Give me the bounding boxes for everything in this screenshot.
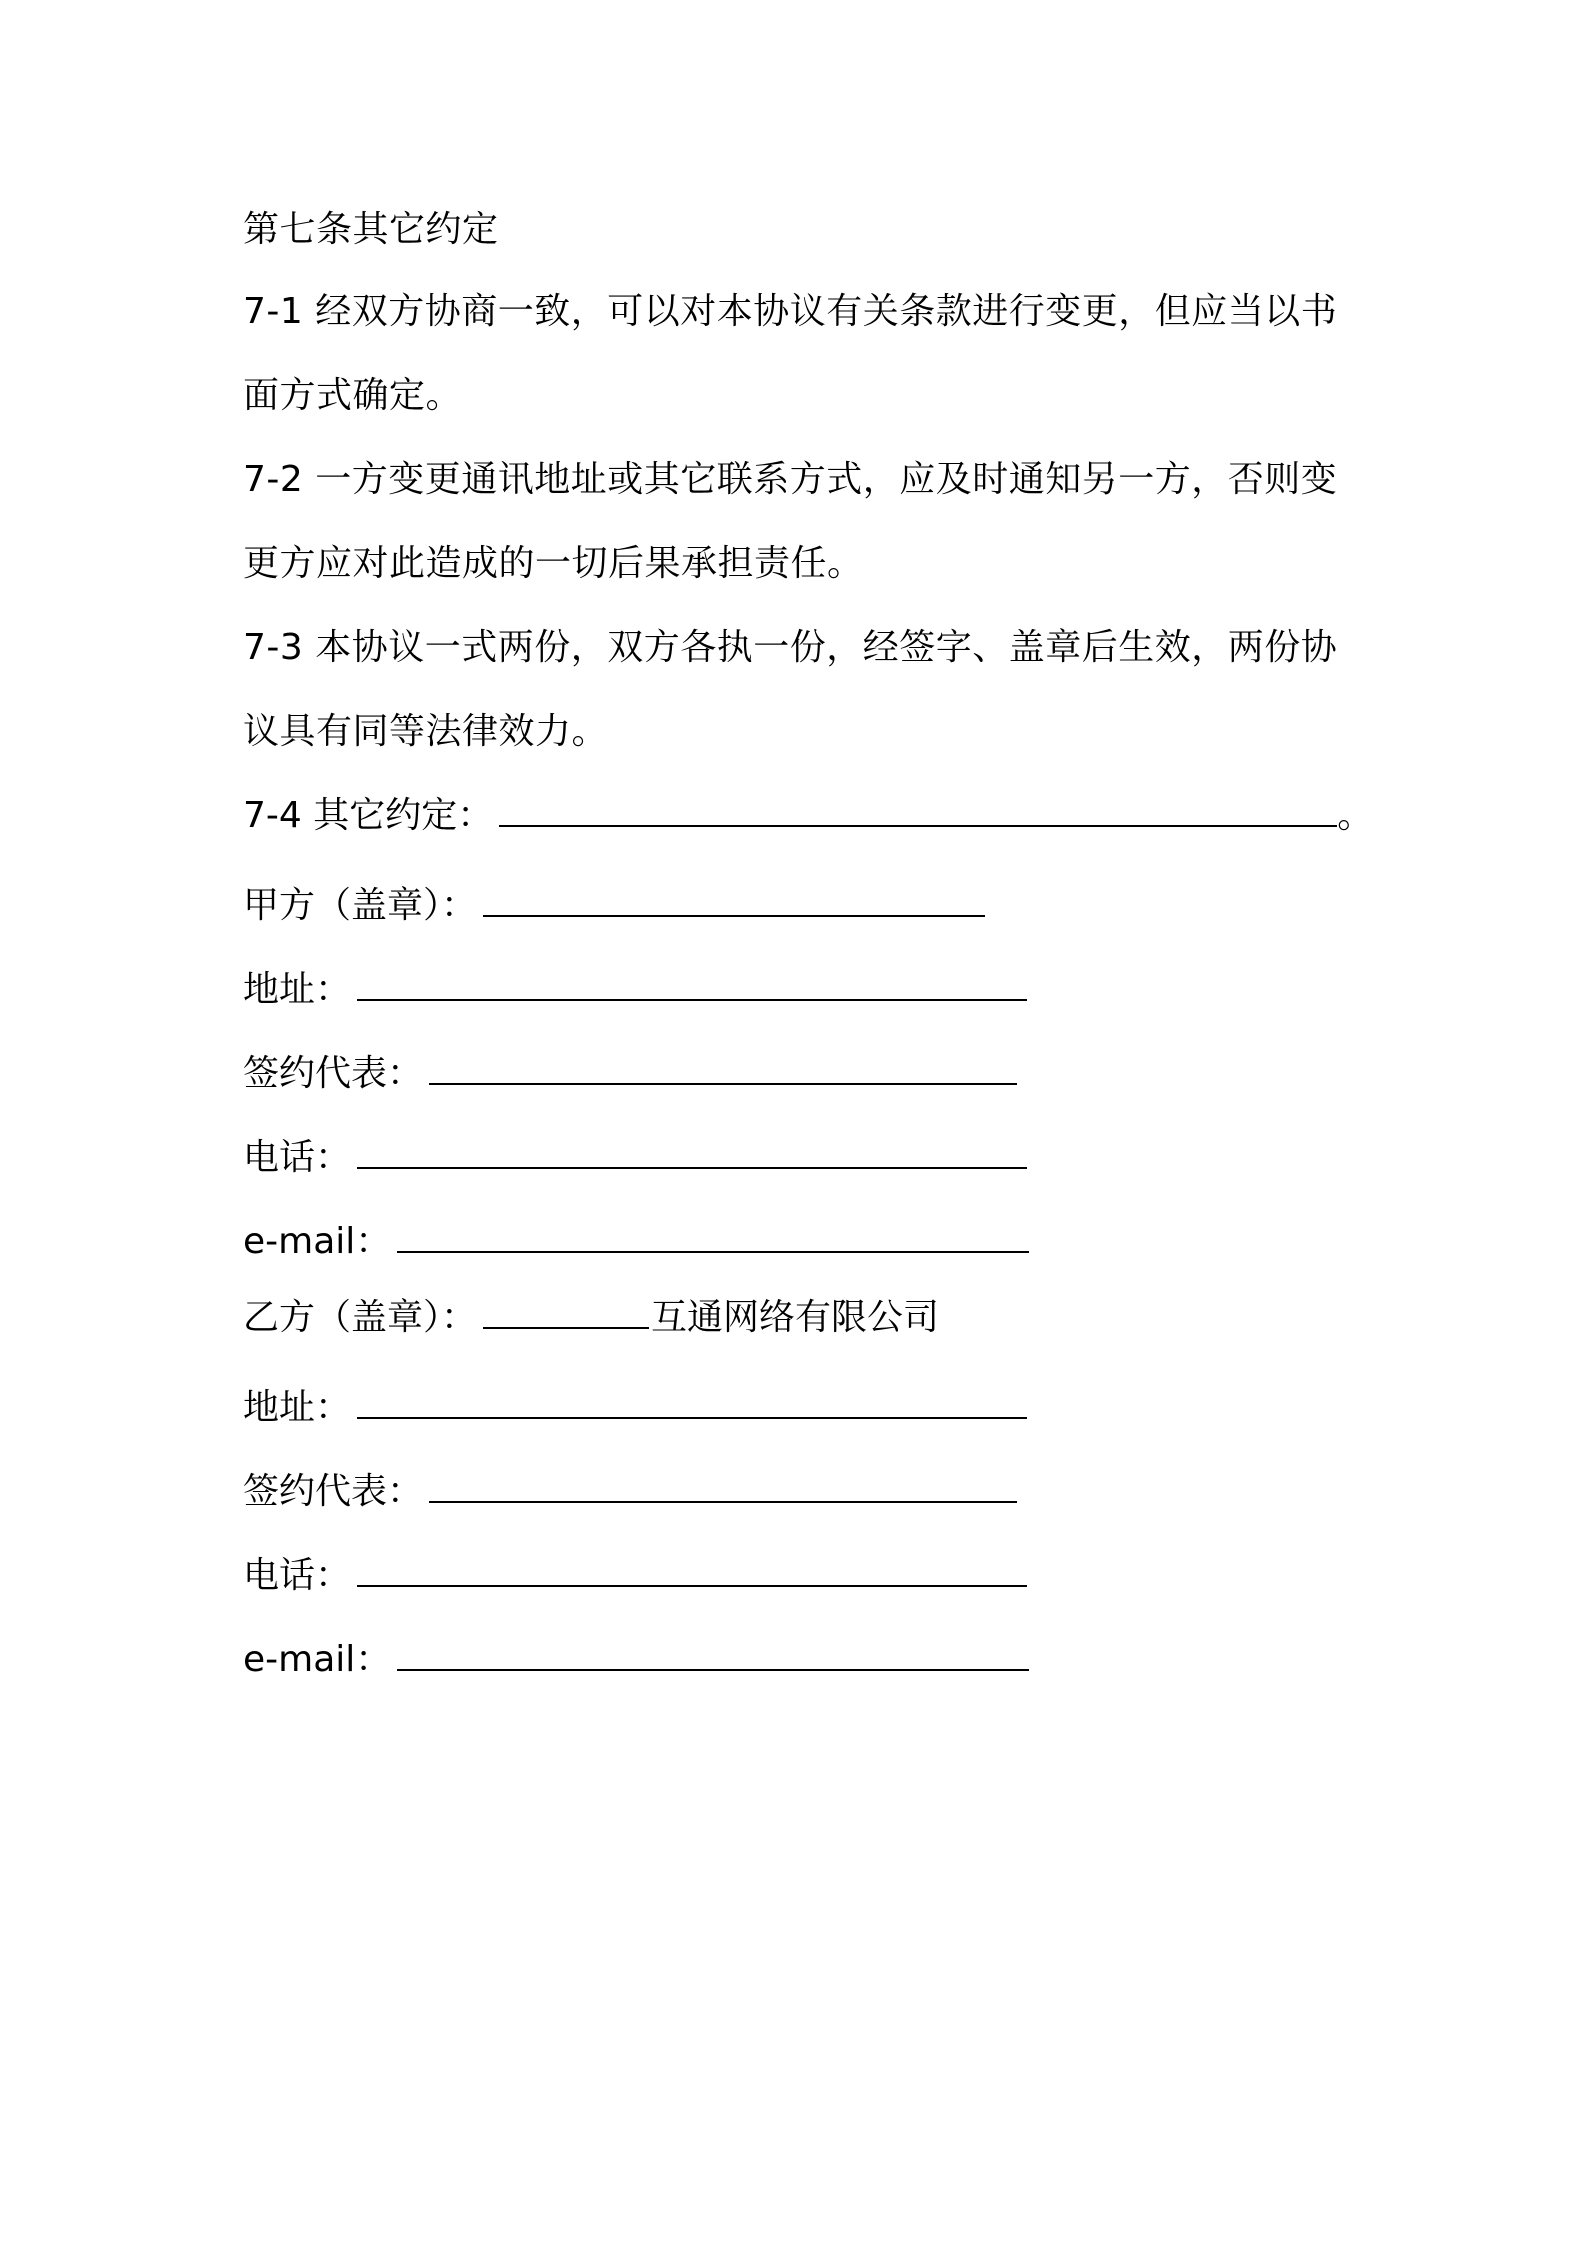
party-a-seal-blank-line[interactable] (483, 885, 985, 917)
party-a-phone-blank-line[interactable] (357, 1137, 1027, 1169)
party-a-seal-label: 甲方（盖章）： (243, 885, 478, 926)
party-a-representative-label: 签约代表： (243, 1053, 424, 1094)
party-a-representative-blank-line[interactable] (429, 1053, 1017, 1085)
party-a-address-label: 地址： (243, 969, 352, 1010)
clause-7-3-line-2: 议具有同等法律效力。 (243, 711, 609, 752)
clause-7-1-line-2: 面方式确定。 (243, 375, 463, 416)
party-b-seal-label: 乙方（盖章）： (243, 1297, 478, 1338)
clause-7-4-label: 7-4 其它约定： (243, 795, 494, 836)
party-b-address-row (243, 1386, 1027, 1430)
clause-7-3-line-1: 7-3 本协议一式两份，双方各执一份，经签字、盖章后生效，两份协 (243, 627, 1338, 668)
party-a-email-row (243, 1220, 1029, 1264)
party-a-address-row (243, 968, 1027, 1012)
party-b-seal-row (243, 1296, 939, 1340)
section-title: 第七条其它约定 (243, 209, 499, 250)
party-a-email-blank-line[interactable] (397, 1221, 1029, 1253)
party-a-address-blank-line[interactable] (357, 969, 1027, 1001)
party-b-phone-row (243, 1554, 1027, 1598)
party-b-company-name: 互通网络有限公司 (651, 1297, 940, 1338)
clause-7-4-other-terms (243, 794, 1373, 838)
party-b-email-blank-line[interactable] (397, 1639, 1029, 1671)
clause-7-2-line-1: 7-2 一方变更通讯地址或其它联系方式，应及时通知另一方，否则变 (243, 459, 1338, 500)
party-a-email-label: e-mail： (243, 1221, 392, 1262)
clause-7-2-line-2: 更方应对此造成的一切后果承担责任。 (243, 543, 864, 584)
party-b-email-label: e-mail： (243, 1639, 392, 1680)
party-a-phone-label: 电话： (243, 1137, 352, 1178)
party-a-phone-row (243, 1136, 1027, 1180)
party-b-address-blank-line[interactable] (357, 1387, 1027, 1419)
party-b-address-label: 地址： (243, 1387, 352, 1428)
party-b-email-row (243, 1638, 1029, 1682)
clause-7-4-end-mark: 。 (1337, 795, 1374, 836)
party-a-representative-row (243, 1052, 1017, 1096)
clause-7-1-line-1: 7-1 经双方协商一致，可以对本协议有关条款进行变更，但应当以书 (243, 291, 1338, 332)
party-b-representative-label: 签约代表： (243, 1471, 424, 1512)
party-b-phone-blank-line[interactable] (357, 1555, 1027, 1587)
party-b-seal-blank-line[interactable] (483, 1297, 649, 1329)
party-a-seal-row (243, 884, 985, 928)
party-b-phone-label: 电话： (243, 1555, 352, 1596)
party-b-representative-blank-line[interactable] (429, 1471, 1017, 1503)
other-terms-blank-line[interactable] (499, 795, 1337, 827)
party-b-representative-row (243, 1470, 1017, 1514)
